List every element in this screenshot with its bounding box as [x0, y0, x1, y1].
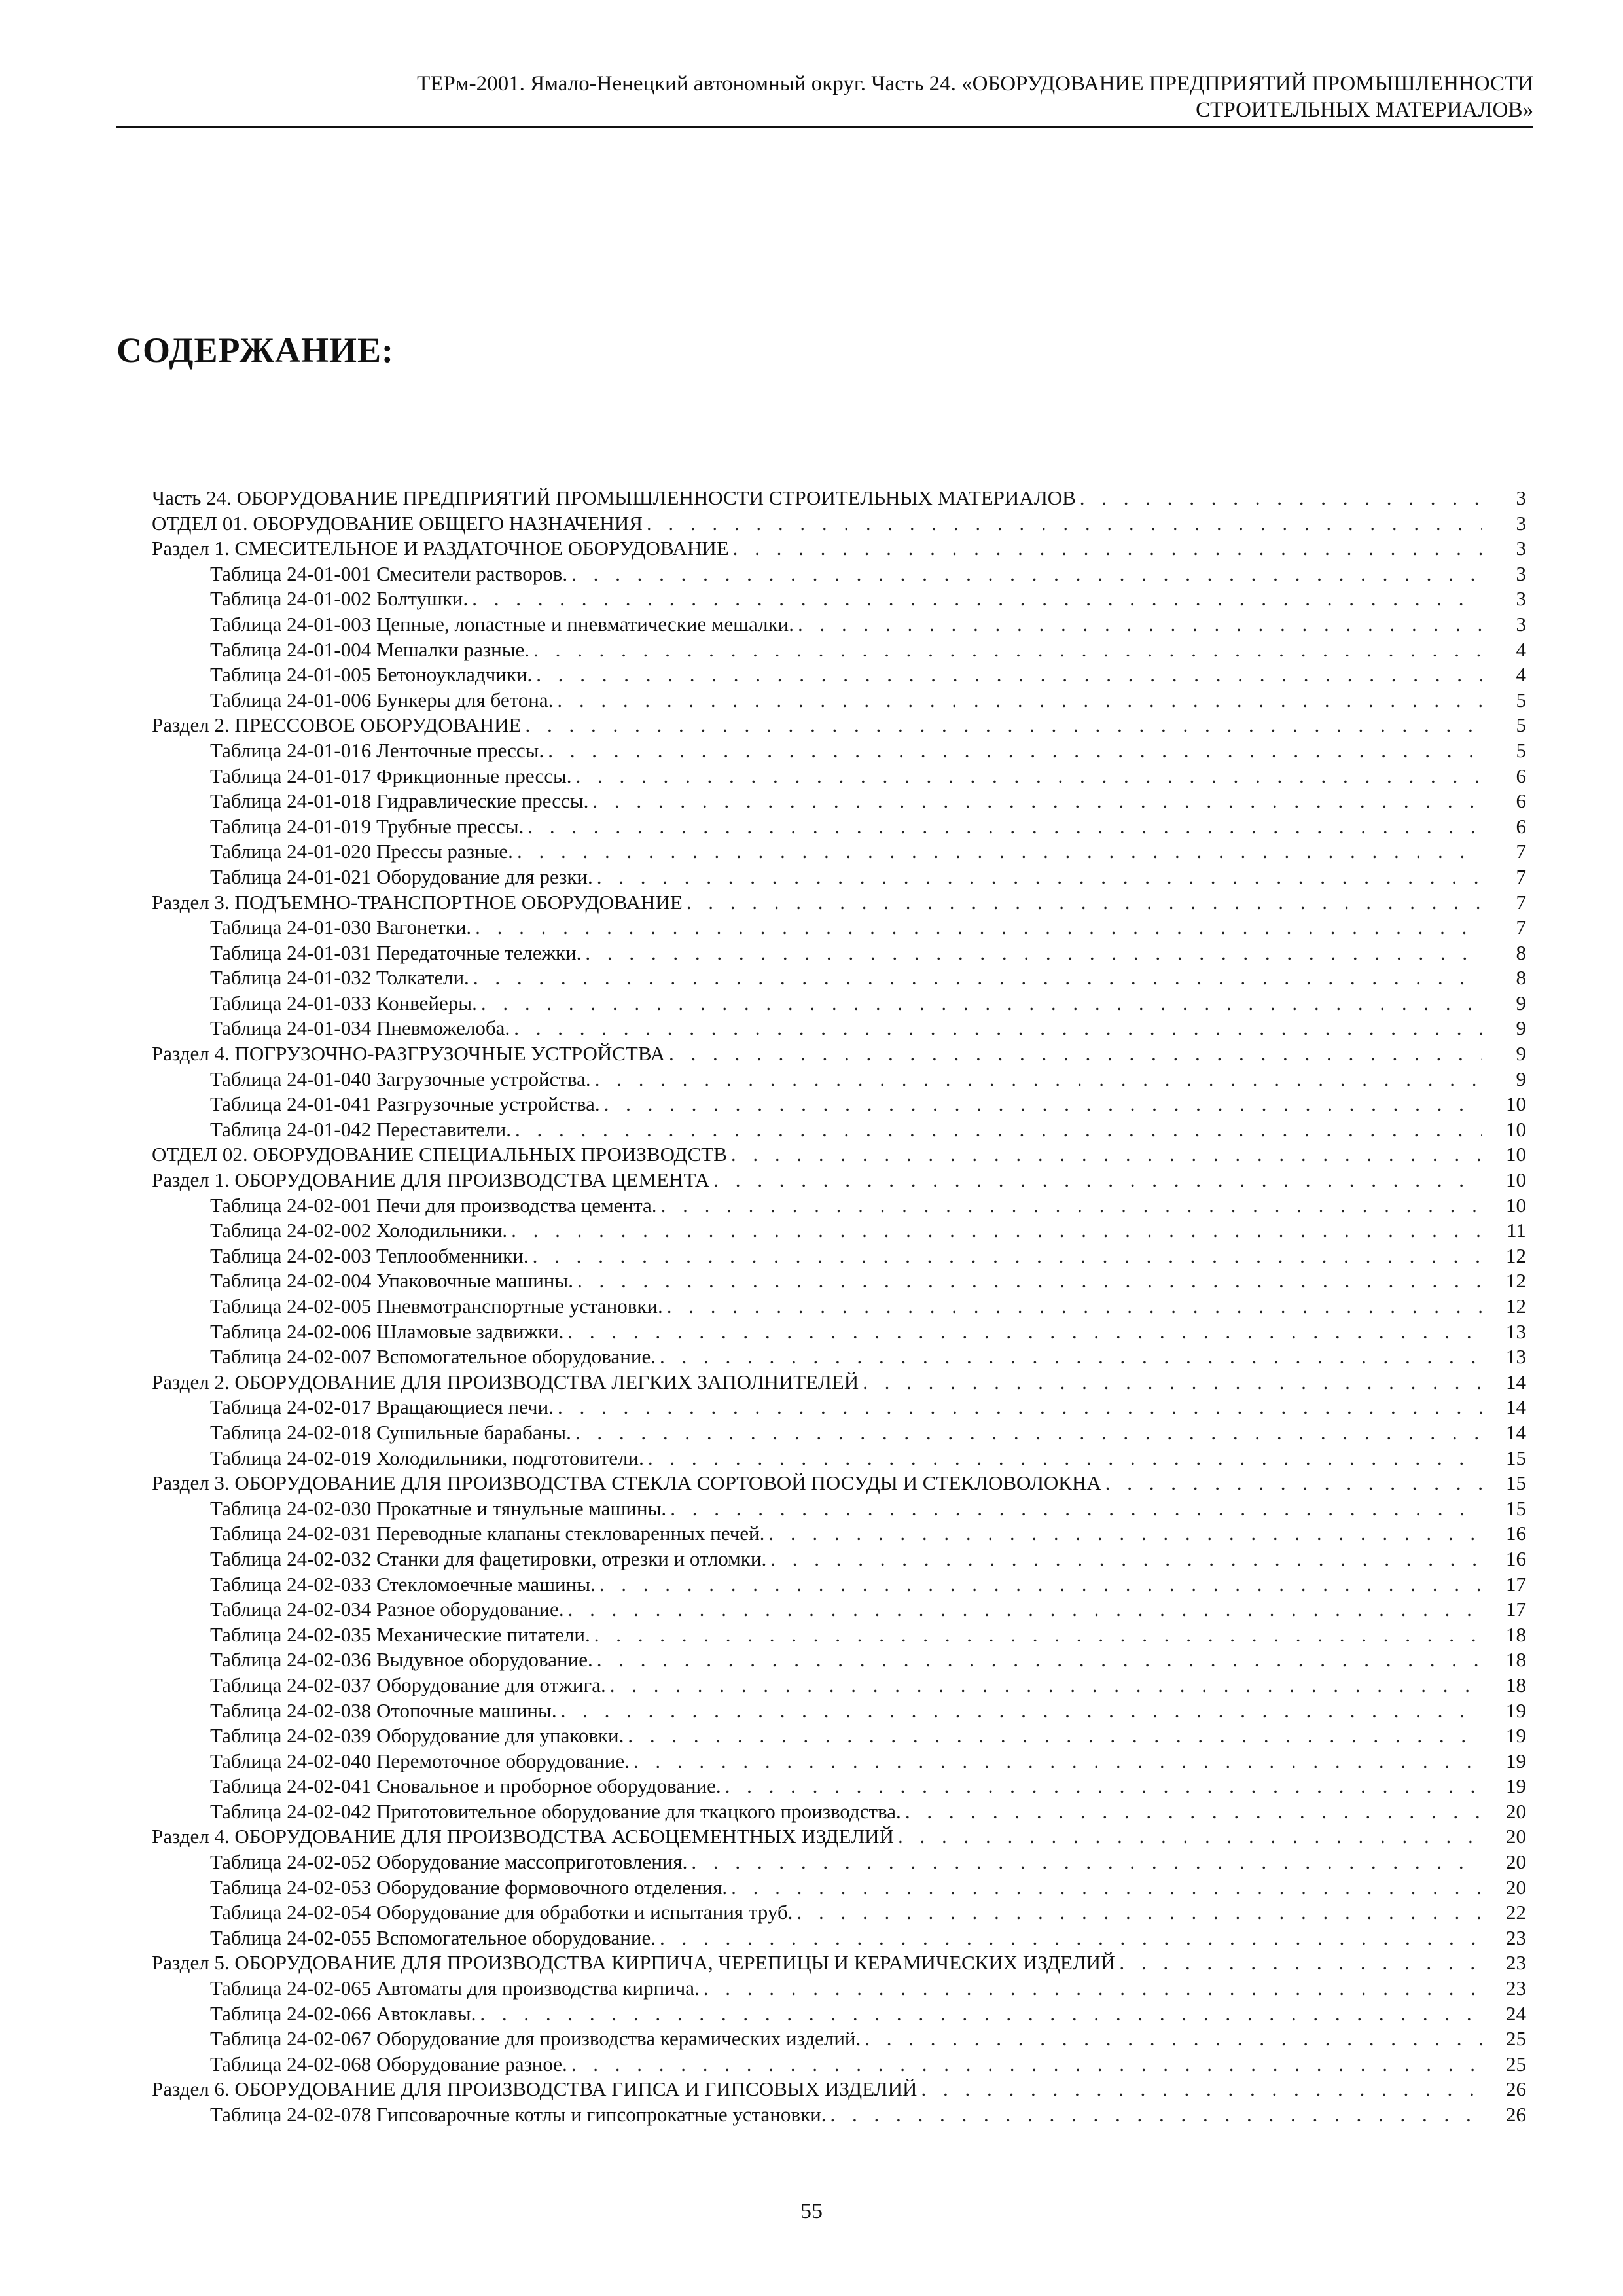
toc-leader-dots	[731, 1142, 1482, 1168]
toc-entry-label: Таблица 24-02-039 Оборудование для упаковки.	[210, 1724, 624, 1748]
toc-leader-dots	[561, 1698, 1482, 1724]
toc-entry-page: 10	[1506, 1092, 1526, 1116]
toc-entry-page: 3	[1516, 511, 1526, 535]
toc-leader-dots	[863, 1370, 1482, 1395]
toc-entry-page: 19	[1506, 1698, 1526, 1722]
toc-entry-page: 19	[1506, 1749, 1526, 1772]
toc-entry[interactable]	[152, 1067, 1526, 1092]
toc-leader-dots	[661, 1193, 1482, 1219]
toc-entry-page: 7	[1516, 890, 1526, 914]
toc-entry-page: 3	[1516, 537, 1526, 560]
toc-entry-label: Таблица 24-02-007 Вспомогательное оборудование.	[210, 1345, 656, 1369]
toc-leader-dots	[571, 2052, 1482, 2077]
toc-entry[interactable]	[152, 1824, 1526, 1850]
toc-entry-page: 14	[1506, 1370, 1526, 1393]
toc-entry-label: Таблица 24-01-021 Оборудование для резки.	[210, 865, 593, 888]
toc-entry-page: 7	[1516, 865, 1526, 888]
toc-entry-label: Таблица 24-01-017 Фрикционные прессы.	[210, 764, 572, 787]
toc-entry[interactable]	[152, 1016, 1526, 1041]
toc-leader-dots	[733, 536, 1482, 562]
toc-entry[interactable]	[152, 1976, 1526, 2001]
toc-leader-dots	[597, 1647, 1482, 1673]
toc-leader-dots	[533, 637, 1482, 663]
toc-entry-label: Таблица 24-02-067 Оборудование для производства керамических изделий.	[210, 2027, 861, 2051]
toc-entry-page: 26	[1506, 2103, 1526, 2126]
toc-entry-page: 5	[1516, 738, 1526, 762]
page-header	[116, 71, 1533, 128]
toc-entry-page: 16	[1506, 1547, 1526, 1570]
toc-entry-label: Таблица 24-02-032 Станки для фацетировки, отрезки и отломки.	[210, 1547, 767, 1570]
toc-entry[interactable]	[152, 688, 1526, 713]
toc-entry[interactable]	[152, 1749, 1526, 1774]
toc-entry-label: Таблица 24-02-001 Печи для производства цемента.	[210, 1193, 657, 1217]
toc-entry-label: Таблица 24-01-031 Передаточные тележки.	[210, 941, 582, 964]
toc-entry-label: Таблица 24-02-031 Переводные клапаны стекловаренных печей.	[210, 1522, 765, 1545]
toc-leader-dots	[725, 1774, 1482, 1799]
toc-leader-dots	[536, 662, 1482, 688]
toc-entry[interactable]	[152, 536, 1526, 562]
toc-entry[interactable]	[152, 1471, 1526, 1496]
toc-leader-dots	[480, 2001, 1482, 2027]
toc-entry-label: Таблица 24-01-041 Разгрузочные устройства.	[210, 1092, 600, 1116]
toc-entry-label: ОТДЕЛ 01. ОБОРУДОВАНИЕ ОБЩЕГО НАЗНАЧЕНИЯ	[152, 511, 643, 535]
toc-entry-page: 13	[1506, 1319, 1526, 1343]
toc-entry[interactable]	[152, 814, 1526, 840]
toc-entry[interactable]	[152, 1547, 1526, 1572]
toc-entry-page: 23	[1506, 1926, 1526, 1949]
toc-entry-page: 17	[1506, 1598, 1526, 1621]
toc-entry[interactable]	[152, 1799, 1526, 1825]
toc-entry-page: 9	[1516, 1016, 1526, 1040]
toc-entry[interactable]	[152, 839, 1526, 865]
toc-entry-label: Раздел 2. ПРЕССОВОЕ ОБОРУДОВАНИЕ	[152, 713, 522, 737]
toc-leader-dots	[533, 1244, 1482, 1269]
toc-entry[interactable]	[152, 1395, 1526, 1420]
toc-leader-dots	[691, 1850, 1482, 1875]
toc-entry-label: ОТДЕЛ 02. ОБОРУДОВАНИЕ СПЕЦИАЛЬНЫХ ПРОИЗВОДСТВ	[152, 1143, 727, 1166]
toc-entry[interactable]	[152, 1193, 1526, 1219]
toc-entry-page: 8	[1516, 966, 1526, 990]
toc-leader-dots	[527, 814, 1482, 840]
toc-entry-page: 3	[1516, 486, 1526, 509]
toc-entry-label: Таблица 24-02-052 Оборудование массоприготовления.	[210, 1850, 688, 1874]
toc-entry[interactable]	[152, 1623, 1526, 1648]
toc-entry[interactable]	[152, 941, 1526, 966]
toc-entry-page: 14	[1506, 1420, 1526, 1444]
toc-entry-page: 15	[1506, 1471, 1526, 1495]
toc-entry[interactable]	[152, 2102, 1526, 2128]
toc-entry-page: 19	[1506, 1724, 1526, 1748]
toc-leader-dots	[905, 1799, 1482, 1825]
toc-entry-page: 6	[1516, 764, 1526, 787]
toc-leader-dots	[1080, 486, 1482, 511]
table-of-contents	[152, 486, 1526, 2128]
toc-entry[interactable]	[152, 1041, 1526, 1067]
toc-entry-label: Таблица 24-02-017 Вращающиеся печи.	[210, 1395, 554, 1419]
toc-leader-dots	[798, 612, 1482, 637]
toc-entry-page: 18	[1506, 1623, 1526, 1646]
toc-entry[interactable]	[152, 1850, 1526, 1875]
toc-entry-label: Таблица 24-01-005 Бетоноукладчики.	[210, 663, 533, 687]
toc-entry-label: Таблица 24-02-005 Пневмотранспортные установки.	[210, 1295, 663, 1318]
toc-leader-dots	[576, 764, 1482, 789]
toc-entry-page: 4	[1516, 663, 1526, 687]
toc-entry-label: Таблица 24-01-002 Болтушки.	[210, 587, 469, 611]
toc-entry[interactable]	[152, 991, 1526, 1016]
toc-entry-page: 16	[1506, 1522, 1526, 1545]
toc-leader-dots	[770, 1547, 1482, 1572]
toc-entry-page: 3	[1516, 612, 1526, 636]
toc-entry-page: 23	[1506, 1951, 1526, 1975]
toc-entry[interactable]	[152, 2052, 1526, 2077]
toc-entry[interactable]	[152, 865, 1526, 890]
toc-entry[interactable]	[152, 1117, 1526, 1143]
toc-entry[interactable]	[152, 1218, 1526, 1244]
header-line-1: ТЕРм-2001. Ямало-Ненецкий автономный округ. Часть 24. «ОБОРУДОВАНИЕ ПРЕДПРИЯТИЙ ПРОМЫШЛЕННОСТИ	[417, 72, 1533, 96]
toc-entry[interactable]	[152, 637, 1526, 663]
toc-entry[interactable]	[152, 612, 1526, 637]
toc-entry-label: Таблица 24-02-040 Перемоточное оборудование.	[210, 1749, 630, 1772]
toc-entry-label: Раздел 2. ОБОРУДОВАНИЕ ДЛЯ ПРОИЗВОДСТВА ЛЕГКИХ ЗАПОЛНИТЕЛЕЙ	[152, 1370, 859, 1393]
toc-leader-dots	[475, 915, 1482, 941]
toc-entry-label: Таблица 24-02-041 Сновальное и проборное оборудование.	[210, 1774, 721, 1798]
toc-entry-label: Таблица 24-02-054 Оборудование для обработки и испытания труб.	[210, 1901, 793, 1924]
toc-leader-dots	[768, 1521, 1482, 1547]
toc-leader-dots	[575, 1420, 1482, 1446]
toc-entry-page: 26	[1506, 2077, 1526, 2101]
toc-leader-dots	[669, 1041, 1482, 1067]
toc-entry-page: 12	[1506, 1244, 1526, 1267]
toc-entry-page: 12	[1506, 1295, 1526, 1318]
toc-entry[interactable]	[152, 486, 1526, 511]
toc-entry-label: Таблица 24-02-034 Разное оборудование.	[210, 1598, 564, 1621]
toc-entry[interactable]	[152, 1244, 1526, 1269]
toc-entry-page: 23	[1506, 1977, 1526, 2000]
toc-leader-dots	[571, 562, 1482, 587]
toc-entry-page: 9	[1516, 1067, 1526, 1090]
toc-entry[interactable]	[152, 1875, 1526, 1901]
toc-entry-page: 25	[1506, 2052, 1526, 2075]
toc-entry[interactable]	[152, 1900, 1526, 1926]
toc-entry-label: Таблица 24-02-037 Оборудование для отжига.	[210, 1673, 606, 1696]
toc-entry-page: 14	[1506, 1395, 1526, 1419]
toc-entry-label: Таблица 24-02-042 Приготовительное оборудование для ткацкого производства.	[210, 1799, 901, 1823]
toc-leader-dots	[558, 1395, 1482, 1420]
toc-entry-label: Часть 24. ОБОРУДОВАНИЕ ПРЕДПРИЯТИЙ ПРОМЫШЛЕННОСТИ СТРОИТЕЛЬНЫХ МАТЕРИАЛОВ	[152, 486, 1076, 509]
toc-leader-dots	[567, 1319, 1482, 1345]
toc-entry-label: Таблица 24-02-036 Выдувное оборудование.	[210, 1648, 593, 1672]
toc-entry-label: Таблица 24-01-030 Вагонетки.	[210, 916, 472, 939]
toc-entry-page: 10	[1506, 1117, 1526, 1141]
page-number: 55	[800, 2199, 823, 2223]
toc-entry-page: 25	[1506, 2027, 1526, 2051]
toc-entry-page: 20	[1506, 1875, 1526, 1899]
toc-entry-page: 20	[1506, 1825, 1526, 1848]
toc-entry[interactable]	[152, 1723, 1526, 1749]
toc-entry-label: Таблица 24-01-032 Толкатели.	[210, 966, 469, 990]
toc-entry-page: 11	[1507, 1219, 1526, 1242]
toc-entry-label: Раздел 1. СМЕСИТЕЛЬНОЕ И РАЗДАТОЧНОЕ ОБОРУДОВАНИЕ	[152, 537, 729, 560]
toc-leader-dots	[830, 2102, 1482, 2128]
toc-entry[interactable]	[152, 1446, 1526, 1471]
toc-entry-page: 10	[1506, 1168, 1526, 1192]
toc-entry-label: Таблица 24-01-004 Мешалки разные.	[210, 637, 530, 661]
toc-entry-page: 7	[1516, 840, 1526, 863]
toc-entry-label: Таблица 24-02-003 Теплообменники.	[210, 1244, 529, 1267]
toc-entry-label: Таблица 24-02-004 Упаковочные машины.	[210, 1269, 573, 1293]
toc-entry-page: 3	[1516, 562, 1526, 585]
toc-leader-dots	[660, 1926, 1482, 1951]
toc-entry-label: Раздел 3. ОБОРУДОВАНИЕ ДЛЯ ПРОИЗВОДСТВА СТЕКЛА СОРТОВОЙ ПОСУДЫ И СТЕКЛОВОЛОКНА	[152, 1471, 1101, 1495]
toc-entry[interactable]	[152, 1420, 1526, 1446]
toc-entry-label: Таблица 24-02-065 Автоматы для производства кирпича.	[210, 1977, 700, 2000]
toc-entry[interactable]	[152, 2001, 1526, 2027]
toc-entry[interactable]	[152, 562, 1526, 587]
toc-leader-dots	[796, 1900, 1482, 1926]
toc-entry[interactable]	[152, 764, 1526, 789]
toc-entry[interactable]	[152, 1950, 1526, 1976]
toc-entry[interactable]	[152, 1673, 1526, 1698]
toc-entry-page: 9	[1516, 1042, 1526, 1066]
toc-leader-dots	[568, 1597, 1482, 1623]
toc-entry-page: 4	[1516, 637, 1526, 661]
toc-entry[interactable]	[152, 2077, 1526, 2102]
toc-entry[interactable]	[152, 1370, 1526, 1395]
toc-entry-page: 9	[1516, 991, 1526, 1014]
toc-entry-label: Таблица 24-01-006 Бункеры для бетона.	[210, 688, 554, 711]
toc-entry-page: 17	[1506, 1572, 1526, 1596]
toc-leader-dots	[1119, 1950, 1482, 1976]
toc-entry-label: Таблица 24-01-003 Цепные, лопастные и пневматические мешалки.	[210, 612, 794, 636]
toc-entry-label: Раздел 4. ОБОРУДОВАНИЕ ДЛЯ ПРОИЗВОДСТВА АСБОЦЕМЕНТНЫХ ИЗДЕЛИЙ	[152, 1825, 894, 1848]
toc-entry-page: 7	[1516, 916, 1526, 939]
toc-entry-label: Таблица 24-01-033 Конвейеры.	[210, 991, 477, 1014]
header-line-2: СТРОИТЕЛЬНЫХ МАТЕРИАЛОВ»	[1196, 98, 1533, 122]
toc-leader-dots	[595, 1067, 1482, 1092]
toc-entry-page: 3	[1516, 587, 1526, 611]
toc-entry-label: Раздел 1. ОБОРУДОВАНИЕ ДЛЯ ПРОИЗВОДСТВА ЦЕМЕНТА	[152, 1168, 710, 1192]
toc-entry-label: Таблица 24-01-001 Смесители растворов.	[210, 562, 568, 585]
toc-entry[interactable]	[152, 1268, 1526, 1294]
toc-entry-label: Таблица 24-01-019 Трубные прессы.	[210, 814, 524, 838]
toc-leader-dots	[517, 839, 1482, 865]
toc-entry[interactable]	[152, 1572, 1526, 1598]
toc-leader-dots	[604, 1092, 1482, 1117]
toc-entry[interactable]	[152, 1698, 1526, 1724]
toc-entry-page: 12	[1506, 1269, 1526, 1293]
toc-entry-page: 20	[1506, 1799, 1526, 1823]
toc-leader-dots	[633, 1749, 1482, 1774]
toc-leader-dots	[713, 1168, 1482, 1193]
toc-entry-label: Таблица 24-02-030 Прокатные и тянульные машины.	[210, 1496, 667, 1520]
toc-leader-dots	[670, 1496, 1482, 1522]
toc-leader-dots	[731, 1875, 1482, 1901]
toc-entry[interactable]	[152, 1142, 1526, 1168]
toc-entry-page: 19	[1506, 1774, 1526, 1798]
toc-leader-dots	[473, 965, 1482, 991]
toc-entry-page: 10	[1506, 1193, 1526, 1217]
toc-entry[interactable]	[152, 1168, 1526, 1193]
toc-entry-label: Раздел 6. ОБОРУДОВАНИЕ ДЛЯ ПРОИЗВОДСТВА ГИПСА И ГИПСОВЫХ ИЗДЕЛИЙ	[152, 2077, 918, 2101]
toc-entry-label: Таблица 24-02-078 Гипсоварочные котлы и гипсопрокатные установки.	[210, 2103, 827, 2126]
toc-entry[interactable]	[152, 1319, 1526, 1345]
toc-leader-dots	[585, 941, 1482, 966]
toc-entry-label: Таблица 24-02-066 Автоклавы.	[210, 2001, 476, 2025]
toc-entry[interactable]	[152, 1521, 1526, 1547]
toc-entry-label: Таблица 24-02-038 Отопочные машины.	[210, 1698, 557, 1722]
toc-leader-dots	[865, 2026, 1482, 2052]
toc-entry-page: 5	[1516, 688, 1526, 711]
toc-entry-page: 6	[1516, 814, 1526, 838]
toc-entry-page: 6	[1516, 789, 1526, 813]
toc-entry-label: Таблица 24-01-018 Гидравлические прессы.	[210, 789, 589, 813]
toc-leader-dots	[472, 586, 1482, 612]
toc-leader-dots	[610, 1673, 1482, 1698]
toc-entry-page: 15	[1506, 1446, 1526, 1469]
toc-leader-dots	[577, 1268, 1482, 1294]
toc-entry-label: Таблица 24-01-016 Ленточные прессы.	[210, 738, 544, 762]
toc-title: СОДЕРЖАНИЕ:	[116, 331, 394, 370]
toc-entry[interactable]	[152, 738, 1526, 764]
toc-leader-dots	[557, 688, 1482, 713]
toc-entry-label: Таблица 24-02-019 Холодильники, подготовители.	[210, 1446, 644, 1469]
toc-leader-dots	[511, 1218, 1482, 1244]
toc-entry-label: Таблица 24-02-053 Оборудование формовочного отделения.	[210, 1875, 728, 1899]
toc-leader-dots	[687, 890, 1482, 916]
toc-entry-label: Таблица 24-02-033 Стекломоечные машины.	[210, 1572, 596, 1596]
toc-leader-dots	[592, 789, 1482, 814]
toc-leader-dots	[514, 1016, 1482, 1041]
toc-entry-label: Таблица 24-01-020 Прессы разные.	[210, 840, 513, 863]
toc-entry-page: 20	[1506, 1850, 1526, 1874]
toc-leader-dots	[667, 1294, 1482, 1319]
toc-entry[interactable]	[152, 1344, 1526, 1370]
toc-entry-label: Таблица 24-02-055 Вспомогательное оборудование.	[210, 1926, 656, 1949]
toc-entry-label: Таблица 24-01-040 Загрузочные устройства.	[210, 1067, 591, 1090]
toc-entry-label: Таблица 24-02-018 Сушильные барабаны.	[210, 1420, 571, 1444]
toc-leader-dots	[660, 1344, 1482, 1370]
toc-entry[interactable]	[152, 1597, 1526, 1623]
toc-entry-page: 15	[1506, 1496, 1526, 1520]
toc-entry[interactable]	[152, 1496, 1526, 1522]
toc-entry-page: 8	[1516, 941, 1526, 964]
toc-entry[interactable]	[152, 1774, 1526, 1799]
toc-leader-dots	[594, 1623, 1482, 1648]
toc-entry[interactable]	[152, 1647, 1526, 1673]
toc-entry[interactable]	[152, 789, 1526, 814]
toc-leader-dots	[599, 1572, 1482, 1598]
toc-entry-label: Раздел 4. ПОГРУЗОЧНО-РАЗГРУЗОЧНЫЕ УСТРОЙСТВА	[152, 1042, 665, 1066]
toc-entry-page: 24	[1506, 2001, 1526, 2025]
toc-entry-page: 5	[1516, 713, 1526, 737]
toc-entry-label: Раздел 5. ОБОРУДОВАНИЕ ДЛЯ ПРОИЗВОДСТВА КИРПИЧА, ЧЕРЕПИЦЫ И КЕРАМИЧЕСКИХ ИЗДЕЛИЙ	[152, 1951, 1116, 1975]
toc-entry[interactable]	[152, 713, 1526, 738]
toc-entry[interactable]	[152, 2026, 1526, 2052]
toc-entry[interactable]	[152, 511, 1526, 537]
toc-leader-dots	[597, 865, 1482, 890]
toc-leader-dots	[704, 1976, 1482, 2001]
toc-leader-dots	[628, 1723, 1482, 1749]
toc-leader-dots	[481, 991, 1482, 1016]
toc-entry[interactable]	[152, 1092, 1526, 1117]
toc-entry-page: 18	[1506, 1648, 1526, 1672]
toc-entry-label: Таблица 24-02-006 Шламовые задвижки.	[210, 1319, 564, 1343]
toc-entry-label: Таблица 24-02-068 Оборудование разное.	[210, 2052, 567, 2075]
toc-leader-dots	[515, 1117, 1482, 1143]
toc-entry-page: 22	[1506, 1901, 1526, 1924]
toc-entry[interactable]	[152, 586, 1526, 612]
toc-entry[interactable]	[152, 890, 1526, 916]
toc-leader-dots	[898, 1824, 1482, 1850]
toc-entry-label: Таблица 24-01-042 Переставители.	[210, 1117, 511, 1141]
toc-leader-dots	[1105, 1471, 1482, 1496]
toc-entry[interactable]	[152, 965, 1526, 991]
toc-entry-label: Раздел 3. ПОДЪЕМНО-ТРАНСПОРТНОЕ ОБОРУДОВАНИЕ	[152, 890, 683, 914]
toc-entry[interactable]	[152, 1926, 1526, 1951]
toc-entry-label: Таблица 24-01-034 Пневможелоба.	[210, 1016, 510, 1040]
toc-entry-label: Таблица 24-02-002 Холодильники.	[210, 1219, 508, 1242]
toc-entry-label: Таблица 24-02-035 Механические питатели.	[210, 1623, 590, 1646]
toc-entry-page: 18	[1506, 1673, 1526, 1696]
toc-entry-page: 13	[1506, 1345, 1526, 1369]
toc-leader-dots	[526, 713, 1482, 738]
toc-entry[interactable]	[152, 915, 1526, 941]
toc-entry[interactable]	[152, 662, 1526, 688]
toc-entry-page: 10	[1506, 1143, 1526, 1166]
toc-leader-dots	[647, 511, 1482, 537]
toc-entry[interactable]	[152, 1294, 1526, 1319]
toc-leader-dots	[648, 1446, 1482, 1471]
toc-leader-dots	[921, 2077, 1482, 2102]
toc-leader-dots	[548, 738, 1482, 764]
